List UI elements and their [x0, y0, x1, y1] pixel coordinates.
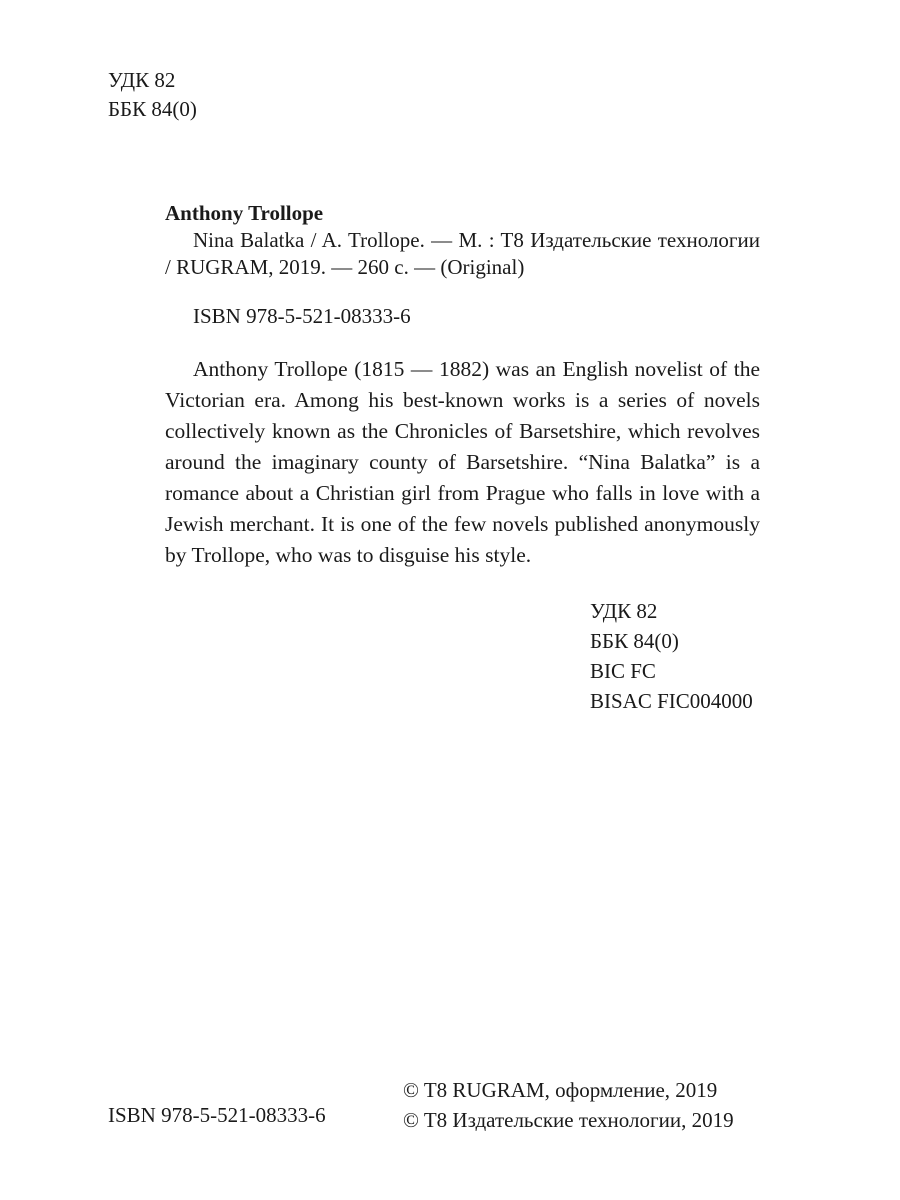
copyright-design: © T8 RUGRAM, оформление, 2019 [403, 1078, 718, 1102]
bibliographic-record [165, 200, 760, 281]
bisac-code: BISAC FIC004000 [590, 689, 753, 713]
citation-text: Nina Balatka / A. Trollope. — M. : T8 Издательские технологии / RUGRAM, 2019. — 260 с. — (Original) [165, 228, 760, 279]
copyright-block [403, 1075, 734, 1135]
bbk-code-right: ББК 84(0) [590, 629, 679, 653]
isbn-record: ISBN 978-5-521-08333-6 [193, 304, 411, 328]
top-classification [108, 66, 197, 124]
udk-code-right: УДК 82 [590, 599, 658, 623]
right-classification [590, 596, 753, 716]
bic-code: BIC FC [590, 659, 656, 683]
udk-code: УДК 82 [108, 68, 176, 92]
author-name: Anthony Trollope [165, 201, 324, 225]
book-abstract: Anthony Trollope (1815 — 1882) was an English novelist of the Victorian era. Among his best-known works is a series of novels collectively known as the Chronicles of Barsetshire, which revolves around the imaginary county of Barsetshire. “Nina Balatka” is a romance about a Christian girl from Prague who falls in love with a Jewish merchant. It is one of the few novels published anonymously by Trollope, who was to disguise his style. [165, 357, 760, 567]
copyright-publisher: © T8 Издательские технологии, 2019 [403, 1108, 734, 1132]
footer-isbn: ISBN 978-5-521-08333-6 [108, 1103, 326, 1127]
bbk-code: ББК 84(0) [108, 97, 197, 121]
